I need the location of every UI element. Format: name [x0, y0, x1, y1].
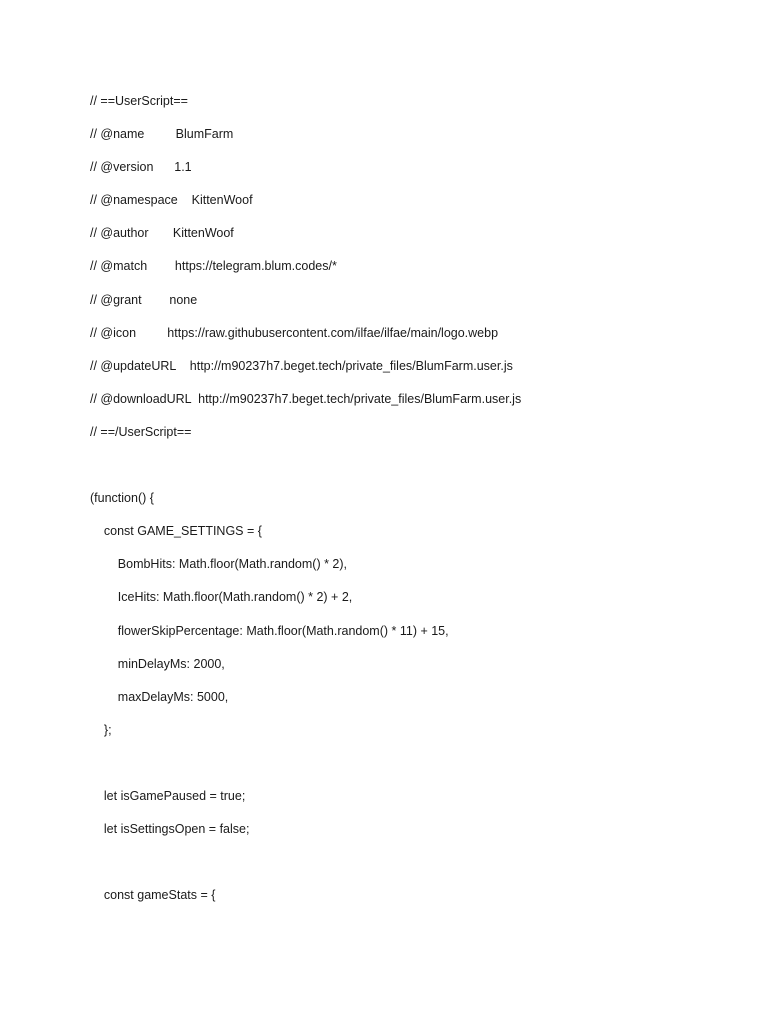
code-line: minDelayMs: 2000,: [90, 656, 225, 671]
code-line: // @grant none: [90, 292, 198, 307]
code-line: (function() {: [90, 491, 154, 506]
code-line: const GAME_SETTINGS = {: [90, 524, 262, 539]
code-line: maxDelayMs: 5000,: [90, 689, 229, 704]
code-line: const gameStats = {: [90, 888, 216, 903]
code-line: // ==/UserScript==: [90, 424, 192, 439]
code-line: BombHits: Math.floor(Math.random() * 2),: [90, 557, 348, 572]
code-line: // @updateURL http://m90237h7.beget.tech/private_files/BlumFarm.user.js: [90, 358, 513, 373]
code-line: // @namespace KittenWoof: [90, 193, 253, 208]
code-line: flowerSkipPercentage: Math.floor(Math.random() * 11) + 15,: [90, 623, 449, 638]
code-line: // @version 1.1: [90, 160, 192, 175]
code-line: // @author KittenWoof: [90, 226, 234, 241]
code-line: // @name BlumFarm: [90, 127, 234, 142]
code-line: let isSettingsOpen = false;: [90, 822, 250, 837]
code-line: [90, 755, 730, 788]
code-line: // ==UserScript==: [90, 94, 188, 108]
code-line: [90, 854, 730, 887]
code-line: let isGamePaused = true;: [90, 788, 246, 803]
code-line: };: [90, 722, 112, 737]
code-line: // @icon https://raw.githubusercontent.com/ilfae/ilfae/main/logo.webp: [90, 325, 499, 340]
code-line: [90, 457, 730, 490]
code-line: // @match https://telegram.blum.codes/*: [90, 259, 337, 274]
code-line: // @downloadURL http://m90237h7.beget.tech/private_files/BlumFarm.user.js: [90, 391, 522, 406]
code-line: IceHits: Math.floor(Math.random() * 2) + 2,: [90, 590, 353, 605]
code-block: [90, 93, 730, 920]
